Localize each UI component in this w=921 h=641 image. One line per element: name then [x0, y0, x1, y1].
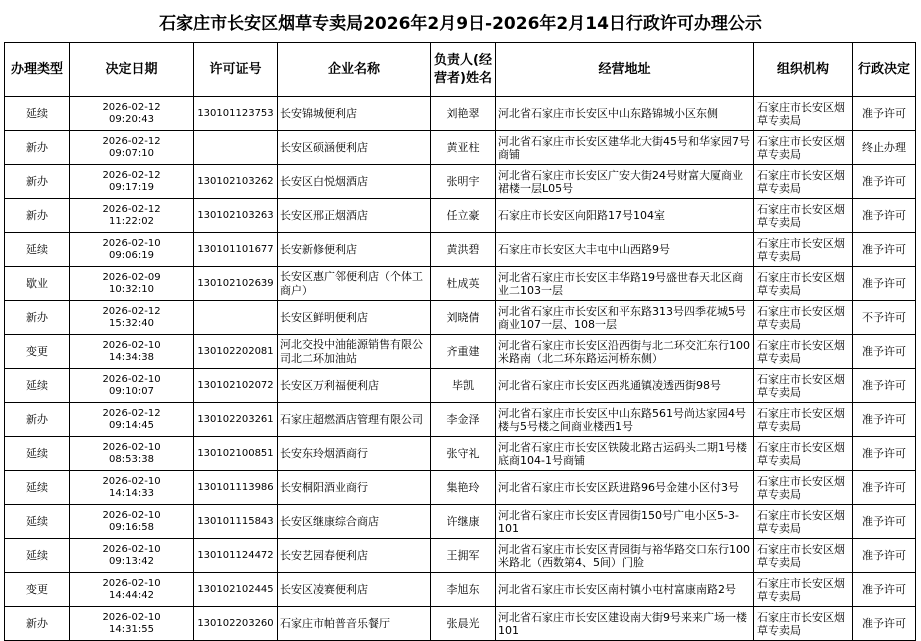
cell-company: 长安区凌赛便利店: [278, 573, 431, 607]
table-row: [5, 97, 916, 131]
cell-date-day: 2026-02-10: [102, 441, 161, 453]
cell-type: 新办: [5, 607, 70, 641]
header-person: 负责人(经营者)姓名: [431, 43, 496, 97]
cell-address: 河北省石家庄市长安区建设南大街9号来来广场一楼101: [496, 607, 754, 641]
cell-license: 130102102072: [194, 369, 278, 403]
cell-type: 变更: [5, 573, 70, 607]
cell-license: 130102102445: [194, 573, 278, 607]
cell-date-day: 2026-02-12: [102, 135, 161, 147]
table-row: [5, 505, 916, 539]
cell-type: 新办: [5, 199, 70, 233]
cell-date-time: 09:16:58: [109, 521, 154, 533]
table-row: [5, 267, 916, 301]
cell-address: 河北省石家庄市长安区广安大街24号财富大厦商业裙楼一层L05号: [496, 165, 754, 199]
cell-type: 延续: [5, 505, 70, 539]
cell-decision: 准予许可: [853, 165, 916, 199]
cell-decision: 准予许可: [853, 233, 916, 267]
cell-date-time: 09:20:43: [109, 113, 154, 125]
cell-date: [70, 267, 194, 301]
cell-person: 张晨光: [431, 607, 496, 641]
cell-date: [70, 301, 194, 335]
cell-org: 石家庄市长安区烟草专卖局: [754, 573, 853, 607]
cell-decision: 准予许可: [853, 199, 916, 233]
cell-org: 石家庄市长安区烟草专卖局: [754, 539, 853, 573]
cell-company: 长安锦城便利店: [278, 97, 431, 131]
table-row: [5, 233, 916, 267]
cell-address: 河北省石家庄市长安区和平东路313号四季花城5号商业107一层、108一层: [496, 301, 754, 335]
table-row: [5, 471, 916, 505]
cell-license: 130101123753: [194, 97, 278, 131]
cell-date-time: 09:10:07: [109, 385, 154, 397]
cell-date: [70, 335, 194, 369]
cell-decision: 准予许可: [853, 369, 916, 403]
cell-person: 齐重建: [431, 335, 496, 369]
cell-decision: 准予许可: [853, 335, 916, 369]
cell-company: 石家庄超燃酒店管理有限公司: [278, 403, 431, 437]
cell-person: 李旭东: [431, 573, 496, 607]
cell-company: 长安区鲜明便利店: [278, 301, 431, 335]
table-header-row: [5, 43, 916, 97]
table-row: [5, 301, 916, 335]
cell-address: 河北省石家庄市长安区跃进路96号金建小区付3号: [496, 471, 754, 505]
cell-license: 130101115843: [194, 505, 278, 539]
cell-company: 长安区邢正烟酒店: [278, 199, 431, 233]
cell-date-day: 2026-02-12: [102, 169, 161, 181]
cell-date-day: 2026-02-12: [102, 407, 161, 419]
cell-date-time: 09:06:19: [109, 249, 154, 261]
cell-decision: 准予许可: [853, 471, 916, 505]
cell-date-time: 09:13:42: [109, 555, 154, 567]
table-body: [5, 97, 916, 641]
cell-person: 张明宇: [431, 165, 496, 199]
cell-person: 许继康: [431, 505, 496, 539]
cell-person: 任立豪: [431, 199, 496, 233]
cell-date-time: 14:14:33: [109, 487, 154, 499]
cell-org: 石家庄市长安区烟草专卖局: [754, 335, 853, 369]
cell-person: 王拥军: [431, 539, 496, 573]
cell-address: 石家庄市长安区大丰屯中山西路9号: [496, 233, 754, 267]
cell-date-day: 2026-02-12: [102, 101, 161, 113]
cell-license: 130102202081: [194, 335, 278, 369]
table-row: [5, 369, 916, 403]
cell-company: 长安区继康综合商店: [278, 505, 431, 539]
cell-org: 石家庄市长安区烟草专卖局: [754, 233, 853, 267]
cell-org: 石家庄市长安区烟草专卖局: [754, 165, 853, 199]
cell-date-day: 2026-02-10: [102, 475, 161, 487]
page-title: 石家庄市长安区烟草专卖局2026年2月9日-2026年2月14日行政许可办理公示: [159, 14, 762, 34]
cell-type: 新办: [5, 131, 70, 165]
cell-person: 李金泽: [431, 403, 496, 437]
cell-date: [70, 437, 194, 471]
cell-person: 集艳玲: [431, 471, 496, 505]
cell-date-time: 14:44:42: [109, 589, 154, 601]
cell-person: 刘艳翠: [431, 97, 496, 131]
cell-date-time: 09:07:10: [109, 147, 154, 159]
cell-company: 长安区硕涵便利店: [278, 131, 431, 165]
cell-date: [70, 165, 194, 199]
cell-type: 歇业: [5, 267, 70, 301]
cell-date-time: 11:22:02: [109, 215, 154, 227]
cell-address: 河北省石家庄市长安区中山东路561号尚达家园4号楼与5号楼之间商业楼西1号: [496, 403, 754, 437]
cell-type: 延续: [5, 437, 70, 471]
cell-company: 河北交投中油能源销售有限公司北二环加油站: [278, 335, 431, 369]
cell-company: 长安区万利福便利店: [278, 369, 431, 403]
cell-person: 毕凯: [431, 369, 496, 403]
cell-date-day: 2026-02-12: [102, 305, 161, 317]
cell-license: 130101101677: [194, 233, 278, 267]
table-row: [5, 131, 916, 165]
cell-date-day: 2026-02-10: [102, 373, 161, 385]
cell-decision: 准予许可: [853, 403, 916, 437]
cell-date-day: 2026-02-10: [102, 543, 161, 555]
cell-company: 长安区惠广邻便利店（个体工商户）: [278, 267, 431, 301]
cell-decision: 准予许可: [853, 505, 916, 539]
cell-date-time: 09:14:45: [109, 419, 154, 431]
cell-license: [194, 131, 278, 165]
cell-license: 130102203260: [194, 607, 278, 641]
cell-date-day: 2026-02-09: [102, 271, 161, 283]
cell-date: [70, 131, 194, 165]
header-license: 许可证号: [194, 43, 278, 97]
cell-date-day: 2026-02-10: [102, 237, 161, 249]
table-row: [5, 607, 916, 641]
table-row: [5, 403, 916, 437]
cell-license: 130101113986: [194, 471, 278, 505]
cell-date: [70, 505, 194, 539]
table-row: [5, 539, 916, 573]
cell-org: 石家庄市长安区烟草专卖局: [754, 301, 853, 335]
cell-decision: 准予许可: [853, 607, 916, 641]
cell-org: 石家庄市长安区烟草专卖局: [754, 437, 853, 471]
cell-type: 新办: [5, 403, 70, 437]
cell-decision: 准予许可: [853, 437, 916, 471]
cell-type: 延续: [5, 97, 70, 131]
cell-address: 河北省石家庄市长安区铁陵北路古运码头二期1号楼底商104-1号商铺: [496, 437, 754, 471]
table-row: [5, 437, 916, 471]
cell-date: [70, 573, 194, 607]
cell-address: 河北省石家庄市长安区建华北大街45号和华家园7号商铺: [496, 131, 754, 165]
cell-person: 张守礼: [431, 437, 496, 471]
cell-person: 黄亚柱: [431, 131, 496, 165]
cell-type: 延续: [5, 539, 70, 573]
cell-decision: 准予许可: [853, 539, 916, 573]
cell-date-day: 2026-02-10: [102, 339, 161, 351]
cell-date: [70, 233, 194, 267]
cell-license: 130102103262: [194, 165, 278, 199]
cell-date-time: 14:34:38: [109, 351, 154, 363]
cell-date-time: 09:17:19: [109, 181, 154, 193]
cell-date: [70, 607, 194, 641]
permit-table: [4, 42, 916, 641]
cell-org: 石家庄市长安区烟草专卖局: [754, 131, 853, 165]
table-row: [5, 573, 916, 607]
header-type: 办理类型: [5, 43, 70, 97]
table-row: [5, 335, 916, 369]
cell-decision: 准予许可: [853, 97, 916, 131]
cell-date-day: 2026-02-10: [102, 577, 161, 589]
cell-address: 河北省石家庄市长安区西兆通镇凌透西街98号: [496, 369, 754, 403]
cell-type: 延续: [5, 369, 70, 403]
header-decision: 行政决定: [853, 43, 916, 97]
cell-decision: 不予许可: [853, 301, 916, 335]
cell-address: 河北省石家庄市长安区南村镇小屯村富康南路2号: [496, 573, 754, 607]
cell-date: [70, 369, 194, 403]
cell-decision: 终止办理: [853, 131, 916, 165]
cell-org: 石家庄市长安区烟草专卖局: [754, 97, 853, 131]
cell-org: 石家庄市长安区烟草专卖局: [754, 403, 853, 437]
cell-org: 石家庄市长安区烟草专卖局: [754, 607, 853, 641]
cell-license: 130102203261: [194, 403, 278, 437]
cell-date-time: 08:53:38: [109, 453, 154, 465]
cell-decision: 准予许可: [853, 267, 916, 301]
cell-date: [70, 539, 194, 573]
table-row: [5, 165, 916, 199]
cell-org: 石家庄市长安区烟草专卖局: [754, 199, 853, 233]
cell-company: 长安东玲烟酒商行: [278, 437, 431, 471]
cell-license: [194, 301, 278, 335]
cell-date-time: 15:32:40: [109, 317, 154, 329]
cell-license: 130102100851: [194, 437, 278, 471]
header-address: 经营地址: [496, 43, 754, 97]
cell-address: 河北省石家庄市长安区青园街与裕华路交口东行100米路北（西数第4、5间）门脸: [496, 539, 754, 573]
header-org: 组织机构: [754, 43, 853, 97]
cell-type: 延续: [5, 471, 70, 505]
header-date: 决定日期: [70, 43, 194, 97]
cell-license: 130102102639: [194, 267, 278, 301]
cell-org: 石家庄市长安区烟草专卖局: [754, 471, 853, 505]
cell-org: 石家庄市长安区烟草专卖局: [754, 267, 853, 301]
cell-type: 变更: [5, 335, 70, 369]
cell-address: 河北省石家庄市长安区青园街150号广电小区5-3-101: [496, 505, 754, 539]
cell-date-day: 2026-02-12: [102, 203, 161, 215]
cell-address: 石家庄市长安区向阳路17号104室: [496, 199, 754, 233]
header-company: 企业名称: [278, 43, 431, 97]
cell-date-time: 10:32:10: [109, 283, 154, 295]
cell-date: [70, 97, 194, 131]
cell-type: 新办: [5, 301, 70, 335]
cell-org: 石家庄市长安区烟草专卖局: [754, 369, 853, 403]
cell-company: 长安新修便利店: [278, 233, 431, 267]
cell-company: 石家庄市帕普音乐餐厅: [278, 607, 431, 641]
cell-date: [70, 403, 194, 437]
cell-type: 延续: [5, 233, 70, 267]
cell-decision: 准予许可: [853, 573, 916, 607]
cell-company: 长安区白悦烟酒店: [278, 165, 431, 199]
cell-address: 河北省石家庄市长安区丰华路19号盛世春天北区商业二103一层: [496, 267, 754, 301]
cell-person: 杜成英: [431, 267, 496, 301]
cell-address: 河北省石家庄市长安区沿西街与北二环交汇东行100米路南（北二环东路运河桥东侧）: [496, 335, 754, 369]
cell-person: 刘晓倩: [431, 301, 496, 335]
cell-date-day: 2026-02-10: [102, 611, 161, 623]
cell-date-time: 14:31:55: [109, 623, 154, 635]
cell-date-day: 2026-02-10: [102, 509, 161, 521]
cell-license: 130101124472: [194, 539, 278, 573]
cell-company: 长安桐阳酒业商行: [278, 471, 431, 505]
cell-company: 长安艺园春便利店: [278, 539, 431, 573]
cell-type: 新办: [5, 165, 70, 199]
cell-license: 130102103263: [194, 199, 278, 233]
cell-date: [70, 199, 194, 233]
cell-org: 石家庄市长安区烟草专卖局: [754, 505, 853, 539]
table-row: [5, 199, 916, 233]
cell-person: 黄洪碧: [431, 233, 496, 267]
cell-date: [70, 471, 194, 505]
cell-address: 河北省石家庄市长安区中山东路锦城小区东侧: [496, 97, 754, 131]
